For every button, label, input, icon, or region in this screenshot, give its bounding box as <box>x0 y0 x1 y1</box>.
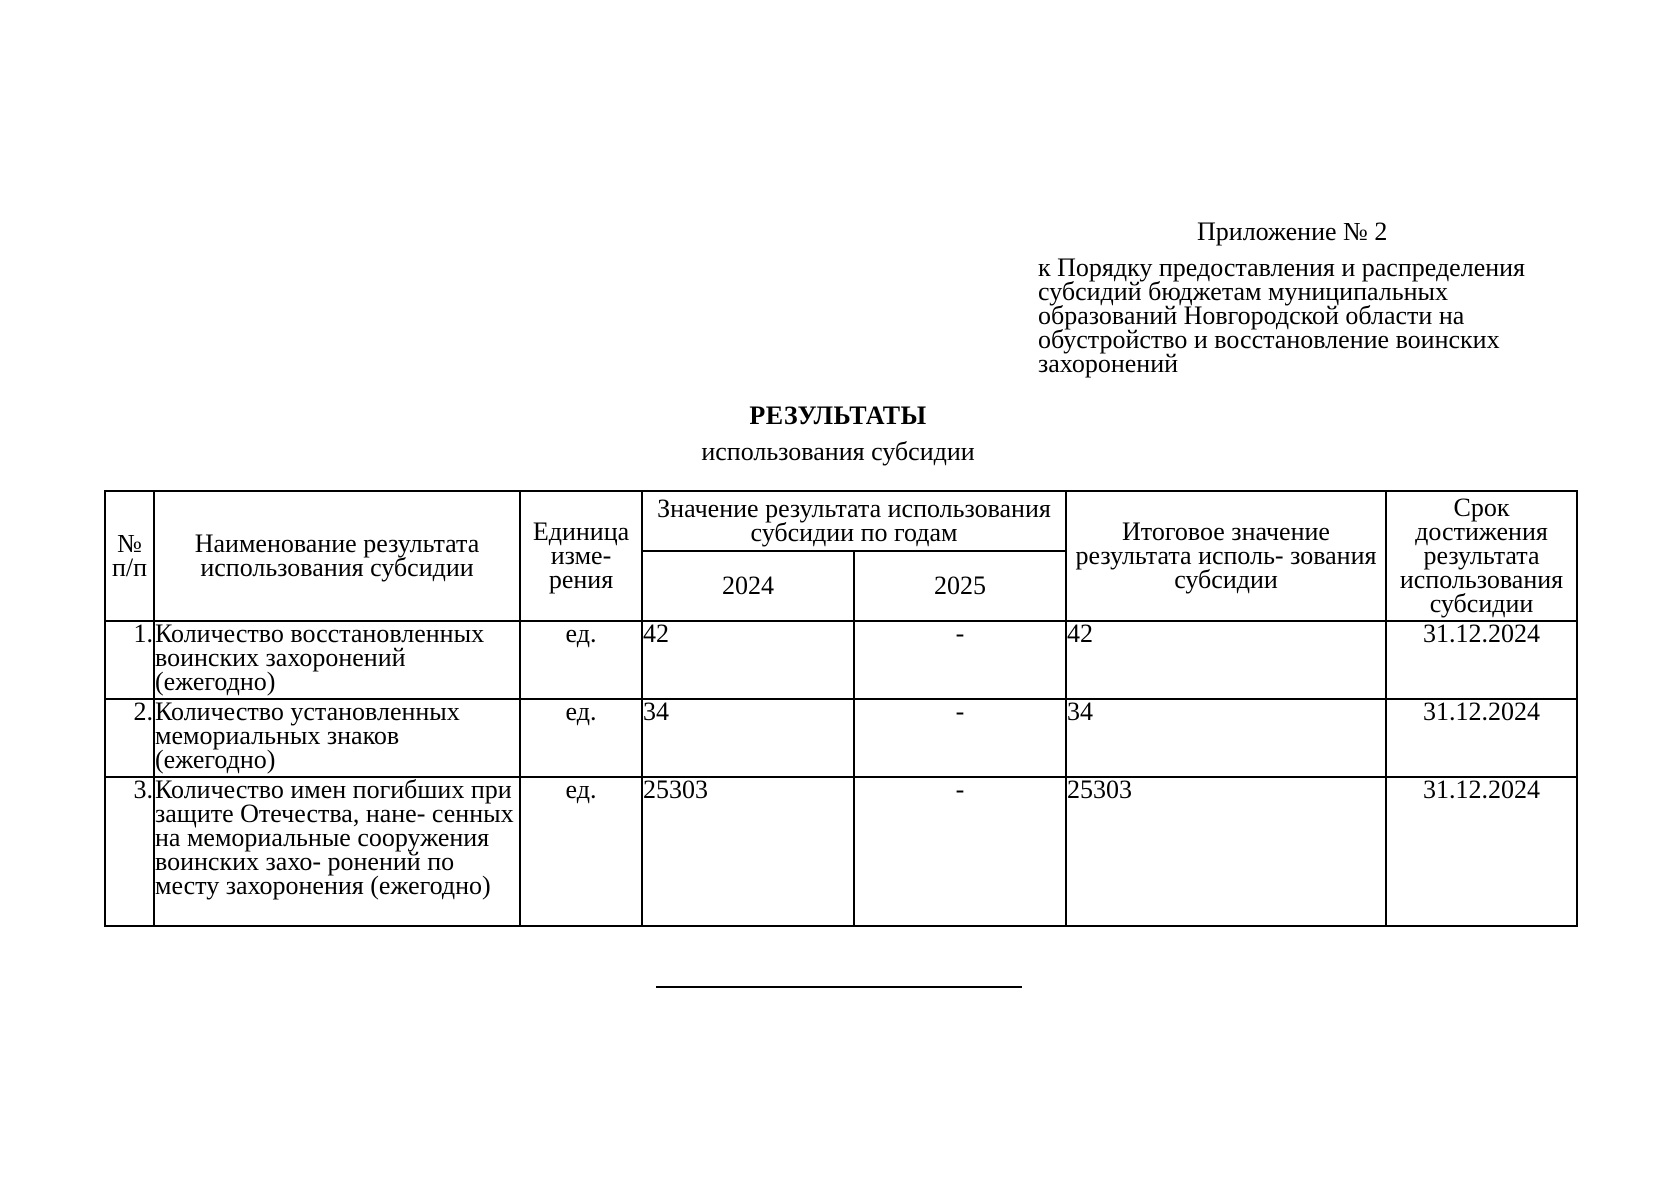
header-total: Итоговое значение результата исполь- зования субсидии <box>1066 491 1386 621</box>
table-row <box>105 621 1577 699</box>
cell-year-2024: 34 <box>642 699 854 777</box>
cell-year-2024: 25303 <box>642 777 854 926</box>
results-table <box>104 490 1578 927</box>
header-num: № п/п <box>105 491 154 621</box>
header-name: Наименование результата использования субсидии <box>154 491 520 621</box>
cell-num: 1. <box>105 621 154 699</box>
table-row <box>105 777 1577 926</box>
cell-total: 42 <box>1066 621 1386 699</box>
signature-line <box>656 986 1022 988</box>
cell-name: Количество восстановленных воинских захоронений (ежегодно) <box>154 621 520 699</box>
cell-year-2024: 42 <box>642 621 854 699</box>
cell-num: 3. <box>105 777 154 926</box>
header-unit: Единица изме- рения <box>520 491 642 621</box>
cell-deadline: 31.12.2024 <box>1386 777 1577 926</box>
table-header-row <box>105 491 1577 551</box>
appendix-text: к Порядку предоставления и распределения субсидий бюджетам муниципальных образований Новгородской области на обустройство и восстановление воинских захоронений <box>1038 253 1526 378</box>
cell-deadline: 31.12.2024 <box>1386 621 1577 699</box>
cell-total: 25303 <box>1066 777 1386 926</box>
cell-year-2025: - <box>854 621 1066 699</box>
header-values-group: Значение результата использования субсидии по годам <box>642 491 1066 551</box>
document-subtitle: использования субсидии <box>701 437 975 466</box>
table-row <box>105 699 1577 777</box>
header-year-2024: 2024 <box>642 551 854 621</box>
cell-num: 2. <box>105 699 154 777</box>
cell-total: 34 <box>1066 699 1386 777</box>
appendix-block <box>1038 217 1598 378</box>
cell-name: Количество имен погибших при защите Отечества, нане- сенных на мемориальные сооружения воинских захо- ронений по месту захоронения (ежегодно) <box>154 777 520 926</box>
header-deadline: Срок достижения результата использования субсидии <box>1386 491 1577 621</box>
appendix-title: Приложение № 2 <box>1197 217 1388 246</box>
cell-unit: ед. <box>520 699 642 777</box>
cell-unit: ед. <box>520 621 642 699</box>
cell-year-2025: - <box>854 699 1066 777</box>
cell-year-2025: - <box>854 777 1066 926</box>
document-title: РЕЗУЛЬТАТЫ <box>749 401 927 430</box>
header-year-2025: 2025 <box>854 551 1066 621</box>
cell-deadline: 31.12.2024 <box>1386 699 1577 777</box>
cell-name: Количество установленных мемориальных знаков (ежегодно) <box>154 699 520 777</box>
cell-unit: ед. <box>520 777 642 926</box>
